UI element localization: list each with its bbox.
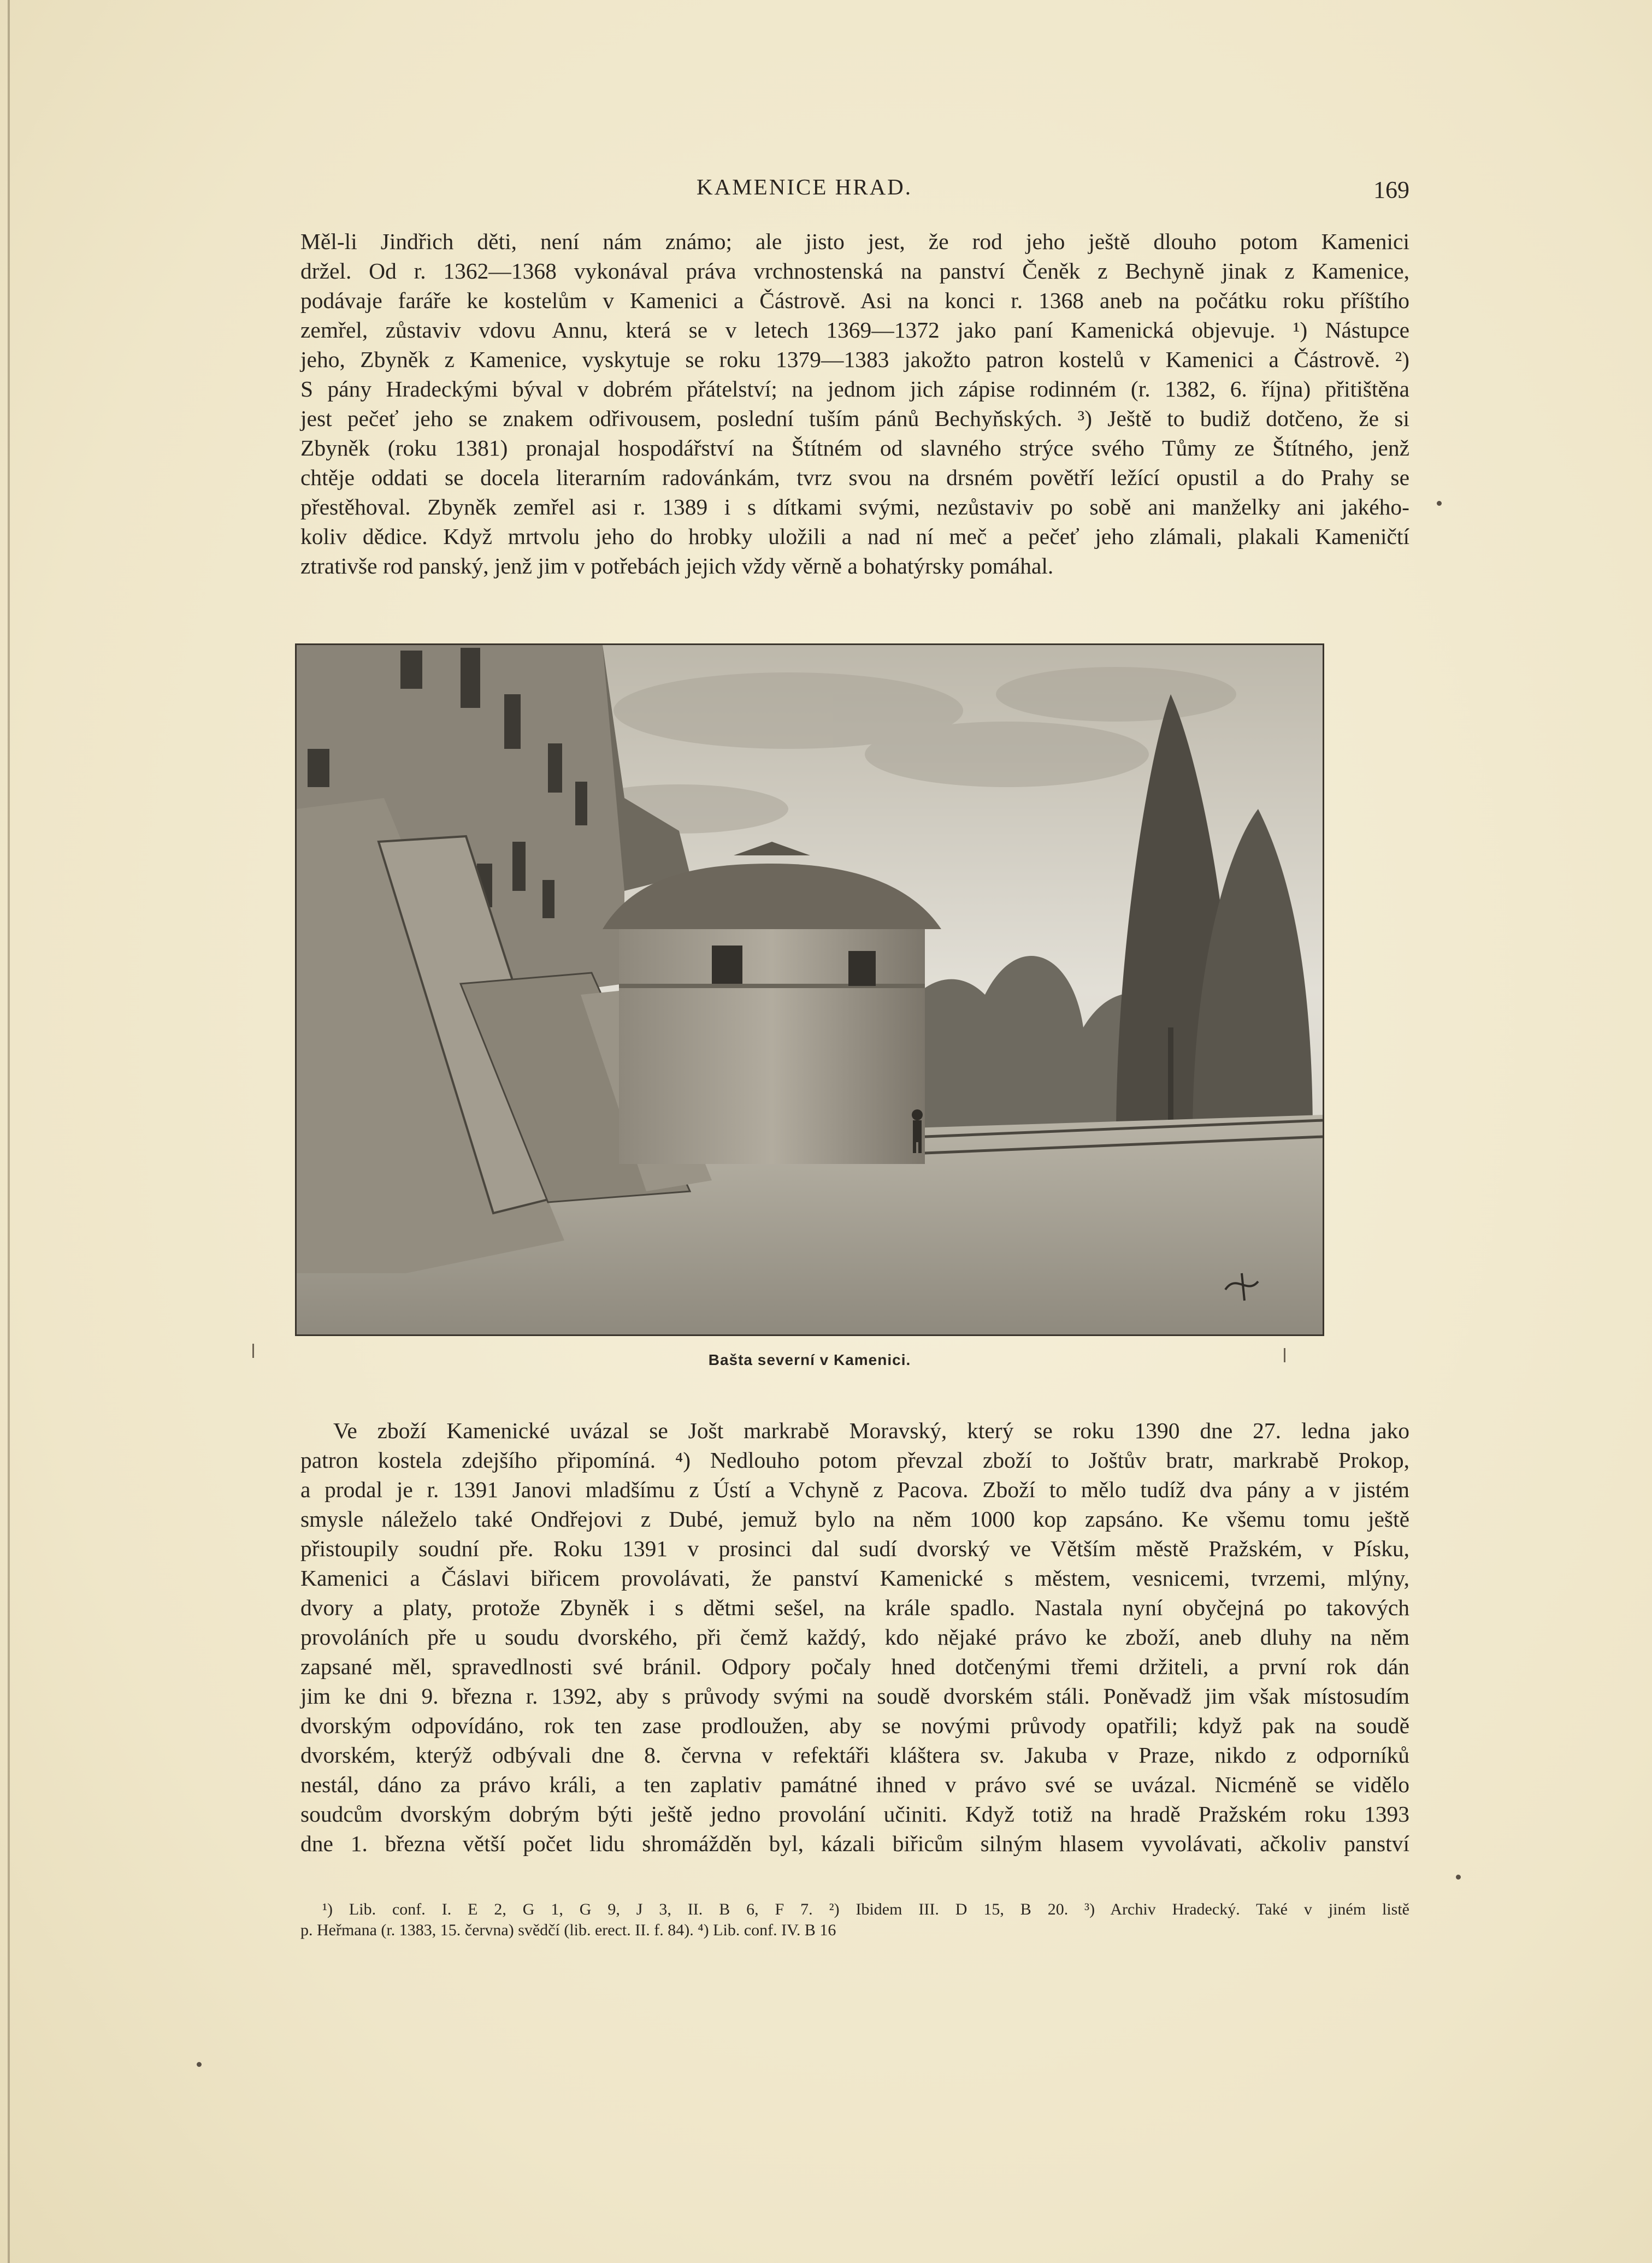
text-line: podávaje faráře ke kostelům v Kamenici a Částrově. Asi na konci r. 1368 aneb na počátku roku příštího (300, 288, 1409, 313)
text-line: přistoupily soudní pře. Roku 1391 v prosinci dal sudí dvorský ve Větším městě Pražském, v Písku, (300, 1536, 1409, 1561)
text-line: a prodal je r. 1391 Janovi mladšímu z Ústí a Vchyně z Pacova. Zboží to mělo tudíž dva pány a v jistém (300, 1477, 1409, 1502)
text-line: jest pečeť jeho se znakem odřivousem, poslední tuším pánů Bechyňských. ³) Ještě to budiž dotčeno, že si (300, 406, 1409, 431)
text-line: patron kostela zdejšího připomíná. ⁴) Nedlouho potom převzal zboží to Joštův bratr, markrabě Prokop, (300, 1447, 1409, 1473)
text-line: Zbyněk (roku 1381) pronajal hospodářství na Štítném od slavného strýce svého Tůmy ze Štítného, jenž (300, 435, 1409, 460)
page-speck (1437, 501, 1442, 506)
text-line: jeho, Zbyněk z Kamenice, vyskytuje se roku 1379—1383 jakožto patron kostelů v Kamenici a Částrově. ²) (300, 347, 1409, 372)
text-line: dne 1. března větší počet lidu shromážděn byl, kázali biřicům silným hlasem vyvolávati, ačkoliv panství (300, 1831, 1409, 1856)
text-line: Kamenici a Čáslavi biřicem provolávati, že panství Kamenické s městem, vesnicemi, tvrzemi, mlýny, (300, 1565, 1409, 1591)
text-line: Měl-li Jindřich děti, není nám známo; ale jisto jest, že rod jeho ještě dlouho potom Kamenici (300, 229, 1409, 254)
bastion-window-right (848, 951, 876, 986)
illustration-bastion (295, 643, 1324, 1336)
text-line: dvorským odpovídáno, rok ten zase prodloužen, aby se novými průvody opatřili; když pak na soudě (300, 1713, 1409, 1738)
binding-edge (8, 0, 10, 2263)
footnote-line: p. Heřmana (r. 1383, 15. června) svědčí (lib. erect. II. f. 84). ⁴) Lib. conf. IV. B 16 (300, 1921, 836, 1939)
text-line: jim ke dni 9. března r. 1392, aby s průvody svými na soudě dvorském stáli. Poněvadž jim však místosudím (300, 1683, 1409, 1709)
round-bastion (603, 842, 941, 1164)
text-line: zemřel, zůstaviv vdovu Annu, která se v letech 1369—1372 jako paní Kamenická objevuje. ¹) Nástupce (300, 317, 1409, 342)
page-number: 169 (1373, 176, 1409, 203)
page-mark (252, 1344, 254, 1358)
paragraph-1 (300, 227, 1409, 581)
text-line: přestěhoval. Zbyněk zemřel asi r. 1389 i s dítkami svými, nezůstaviv po sobě ani manželky ani jakého- (300, 494, 1409, 519)
text-line: ztrativše rod panský, jenž jim v potřebách jejich vždy věrně a bohatýrsky pomáhal. (300, 553, 1054, 578)
page-speck (1456, 1875, 1461, 1880)
paragraph-2 (300, 1416, 1409, 1858)
text-line: zapsané měl, spravedlnosti své bránil. Odpory počaly hned dotčenými třemi držiteli, a první rok dán (300, 1654, 1409, 1679)
page-speck (197, 2062, 202, 2067)
text-line: nestál, dáno za právo králi, a ten zaplativ památné ihned v právo své se uvázal. Nicméně se vidělo (300, 1772, 1409, 1797)
bastion-window-left (712, 946, 742, 984)
engraving-image (297, 645, 1323, 1334)
text-line: soudcům dvorským dobrým býti ještě jedno provolání učiniti. Když totiž na hradě Pražském roku 1393 (300, 1801, 1409, 1827)
footnotes (300, 1899, 1409, 1941)
page-mark (1284, 1348, 1285, 1362)
text-line: S pány Hradeckými býval v dobrém přátelství; na jednom jich zápise rodinném (r. 1382, 6. října) přitištěna (300, 376, 1409, 401)
text-line: koliv dědice. Když mrtvolu jeho do hrobky uložili a nad ní meč a pečeť jeho zlámali, plakali Kameničtí (300, 524, 1409, 549)
text-line: dvory a platy, protože Zbyněk i s dětmi sešel, na krále spadlo. Nastala nyní obyčejná po takových (300, 1595, 1409, 1620)
text-line: držel. Od r. 1362—1368 vykonával práva vrchnostenská na panství Čeněk z Bechyně jinak z Kamenice, (300, 258, 1409, 283)
page-header (300, 174, 1409, 206)
text-line: dvorském, kterýž odbývali dne 8. června v refektáři kláštera sv. Jakuba v Praze, nikdo z odporníků (300, 1742, 1409, 1768)
running-title: KAMENICE HRAD. (697, 174, 913, 199)
figure-caption: Bašta severní v Kamenici. (708, 1351, 911, 1368)
text-line: provoláních pře u soudu dvorského, při čemž každý, kdo nějaké právo ke zboží, aneb dluhy na něm (300, 1624, 1409, 1650)
text-line: smysle náleželo také Ondřejovi z Dubé, jemuž bylo na něm 1000 kop zapsáno. Ke všemu tomu ještě (300, 1506, 1409, 1532)
text-line: Ve zboží Kamenické uvázal se Jošt markrabě Moravský, který se roku 1390 dne 27. ledna jako (333, 1418, 1409, 1443)
text-line: chtěje oddati se docela literarním radovánkám, tvrz svou na drsném povětří ležící opustil a do Prahy se (300, 465, 1409, 490)
footnote-line: ¹) Lib. conf. I. E 2, G 1, G 9, J 3, II. B 6, F 7. ²) Ibidem III. D 15, B 20. ³) Archiv Hradecký. Také v jiném listě (322, 1900, 1409, 1918)
